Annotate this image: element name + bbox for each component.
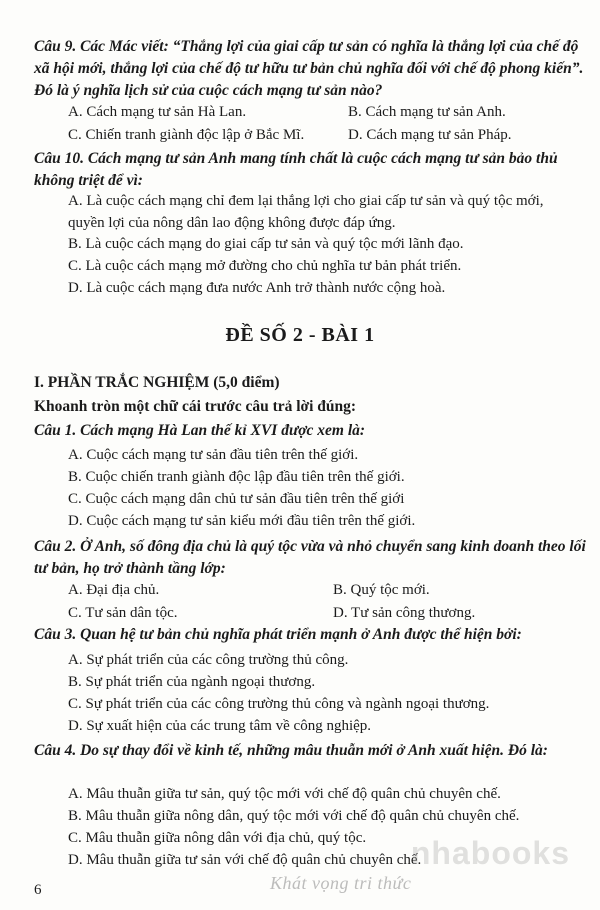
part2-question-1-option-d: D. Cuộc cách mạng tư sản kiểu mới đầu tiên trên thế giới.: [68, 513, 416, 529]
part2-question-2-option-b: B. Quý tộc mới.: [333, 582, 430, 598]
part2-question-3-option-a: A. Sự phát triển của các công trường thủ công.: [68, 652, 349, 668]
part2-question-4-option-a: A. Mâu thuẫn giữa tư sản, quý tộc mới với chế độ quân chủ chuyên chế.: [68, 786, 501, 802]
question-9-option-c: C. Chiến tranh giành độc lập ở Bắc Mĩ.: [68, 127, 305, 143]
part2-question-2-option-c: C. Tư sản dân tộc.: [68, 605, 178, 621]
exam-title: ĐỀ SỐ 2 - BÀI 1: [225, 324, 375, 346]
question-9-option-a: A. Cách mạng tư sản Hà Lan.: [68, 104, 247, 120]
part2-question-2-text: Câu 2. Ở Anh, số đông địa chủ là quý tộc vừa và nhỏ chuyển sang kinh doanh theo lối tư bản, họ trở thành tầng lớp:: [34, 538, 586, 577]
part2-question-1-option-a: A. Cuộc cách mạng tư sản đầu tiên trên thế giới.: [68, 447, 359, 463]
question-9-text: Câu 9. Các Mác viết: “Thắng lợi của giai cấp tư sản có nghĩa là thắng lợi của chế độ xã hội mới, thắng lợi của chế độ tư hữu tư bản chủ nghĩa đối với chế độ phong kiến”. Đó là ý nghĩa lịch sử của cuộc cách mạng tư sản nào?: [34, 38, 584, 99]
question-9-option-b: B. Cách mạng tư sản Anh.: [348, 104, 506, 120]
watermark-tagline: Khát vọng tri thức: [270, 873, 412, 893]
part2-question-3-option-c: C. Sự phát triển của các công trường thủ công và ngành ngoại thương.: [68, 696, 490, 712]
part2-question-1-option-c: C. Cuộc cách mạng dân chủ tư sản đầu tiên trên thế giới: [68, 491, 405, 507]
part2-question-1-option-b: B. Cuộc chiến tranh giành độc lập đầu tiên trên thế giới.: [68, 469, 405, 485]
part2-question-2-option-d: D. Tư sản công thương.: [333, 605, 476, 621]
part2-question-4-option-d: D. Mâu thuẫn giữa tư sản với chế độ quân chủ chuyên chế.: [68, 852, 422, 868]
part2-question-3-option-d: D. Sự xuất hiện của các trung tâm về công nghiệp.: [68, 718, 372, 734]
part2-question-4-option-c: C. Mâu thuẫn giữa nông dân với địa chủ, quý tộc.: [68, 830, 367, 846]
question-9-option-d: D. Cách mạng tư sản Pháp.: [348, 127, 512, 143]
watermark-logo: nhabooks: [410, 835, 570, 871]
part2-question-4-text: Câu 4. Do sự thay đổi về kinh tế, những mâu thuẫn mới ở Anh xuất hiện. Đó là:: [34, 742, 548, 759]
part2-question-4-option-b: B. Mâu thuẫn giữa nông dân, quý tộc mới với chế độ quân chủ chuyên chế.: [68, 808, 520, 824]
question-10-option-d: D. Là cuộc cách mạng đưa nước Anh trở thành nước cộng hoà.: [68, 280, 446, 296]
instruction-text: Khoanh tròn một chữ cái trước câu trả lời đúng:: [34, 398, 357, 415]
part2-question-2-option-a: A. Đại địa chủ.: [68, 582, 160, 598]
part2-question-3-text: Câu 3. Quan hệ tư bản chủ nghĩa phát triển mạnh ở Anh được thể hiện bởi:: [34, 626, 522, 643]
question-10-text: Câu 10. Cách mạng tư sản Anh mang tính chất là cuộc cách mạng tư sản bảo thủ không triệt để vì:: [34, 150, 558, 189]
part2-question-3-option-b: B. Sự phát triển của ngành ngoại thương.: [68, 674, 316, 690]
question-10-option-b: B. Là cuộc cách mạng do giai cấp tư sản và quý tộc mới lãnh đạo.: [68, 236, 464, 252]
section-heading: I. PHẦN TRẮC NGHIỆM (5,0 điểm): [34, 374, 280, 391]
question-10-option-a: A. Là cuộc cách mạng chỉ đem lại thắng lợi cho giai cấp tư sản và quý tộc mới, quyền lợi của nông dân lao động không được đáp ứng.: [68, 193, 544, 231]
page-number: 6: [34, 882, 42, 898]
part2-question-1-text: Câu 1. Cách mạng Hà Lan thế kỉ XVI được xem là:: [34, 422, 366, 439]
question-10-option-c: C. Là cuộc cách mạng mở đường cho chủ nghĩa tư bản phát triển.: [68, 258, 462, 274]
